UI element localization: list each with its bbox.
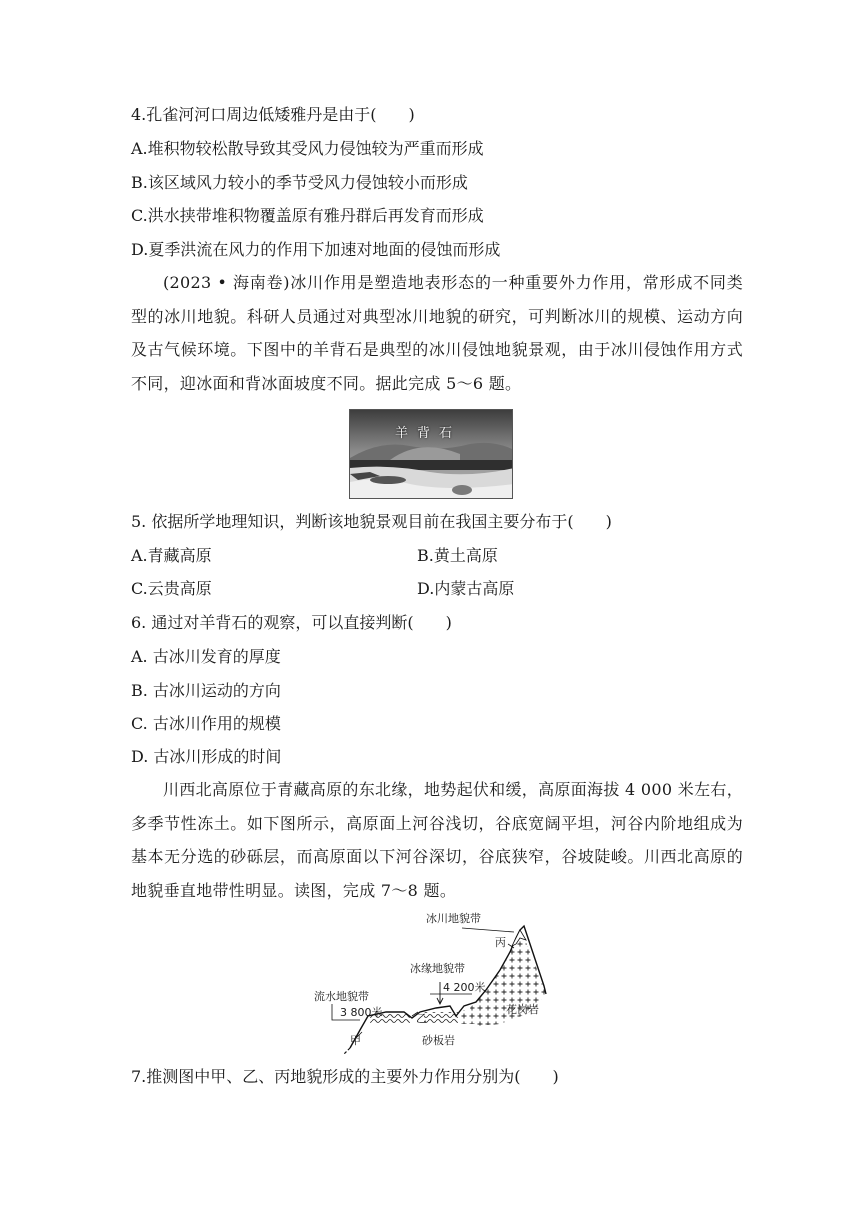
- label-bing: 丙: [495, 936, 506, 949]
- q4-option-d: D.夏季洪流在风力的作用下加速对地面的侵蚀而形成: [131, 240, 501, 259]
- label-granite: 花岗岩: [506, 1003, 539, 1016]
- label-slate: 砂板岩: [422, 1034, 455, 1047]
- q4-option-b: B.该区域风力较小的季节受风力侵蚀较小而形成: [131, 173, 468, 192]
- q4-stem: 4.孔雀河河口周边低矮雅丹是由于( ): [131, 105, 415, 124]
- q4-option-c: C.洪水挟带堆积物覆盖原有雅丹群后再发育而形成: [131, 206, 484, 225]
- label-elev-3800: 3 800米: [340, 1006, 383, 1019]
- passage-glacier: (2023 • 海南卷)冰川作用是塑造地表形态的一种重要外力作用，常形成不同类型的冰川地貌。科研人员通过对典型冰川地貌的研究，可判断冰川的规模、运动方向及古气候环境。下图中的羊背石是典型的冰川侵蚀地貌景观，由于冰川侵蚀作用方式不同，迎冰面和背冰面坡度不同。据此完成 5～6 题。: [131, 273, 743, 393]
- landform-diagram: [300, 908, 562, 1054]
- q6-option-c: C. 古冰川作用的规模: [131, 714, 281, 733]
- q7-stem: 7.推测图中甲、乙、丙地貌形成的主要外力作用分别为( ): [131, 1067, 559, 1086]
- label-glacier-zone: 冰川地貌带: [426, 912, 481, 925]
- q5-option-b: B.黄土高原: [417, 546, 498, 565]
- slate-block-3: [460, 1010, 486, 1024]
- q5-option-d: D.内蒙古高原: [417, 579, 515, 598]
- q6-option-a: A. 古冰川发育的厚度: [131, 647, 281, 666]
- slate-block-2: [424, 1012, 458, 1024]
- label-fluvial-zone: 流水地貌带: [314, 990, 369, 1003]
- photo-label: 羊背石: [395, 426, 462, 441]
- q5-stem: 5. 依据所学地理知识，判断该地貌景观目前在我国主要分布于( ): [131, 512, 612, 531]
- label-elev-4200: 4 200米: [443, 981, 486, 994]
- q6-option-b: B. 古冰川运动的方向: [131, 681, 281, 700]
- label-yi: 乙: [416, 1012, 427, 1025]
- q4-option-a: A.堆积物较松散导致其受风力侵蚀较为严重而形成: [131, 139, 484, 158]
- q5-option-a: A.青藏高原: [131, 546, 212, 565]
- label-periglacial-zone: 冰缘地貌带: [410, 962, 465, 975]
- q6-option-d: D. 古冰川形成的时间: [131, 747, 282, 766]
- q5-option-c: C.云贵高原: [131, 579, 212, 598]
- passage-plateau: 川西北高原位于青藏高原的东北缘，地势起伏和缓，高原面海拔 4 000 米左右，多季节性冻土。如下图所示，高原面上河谷浅切，谷底宽阔平坦，河谷内阶地组成为基本无分选的砂砾层，而高原面以下河谷深切，谷底狭窄，谷坡陡峻。川西北高原的地貌垂直地带性明显。读图，完成 7～8 题。: [131, 780, 743, 900]
- roche-moutonnee-photo: [349, 409, 513, 499]
- label-jia: 甲: [350, 1034, 361, 1047]
- q6-stem: 6. 通过对羊背石的观察，可以直接判断( ): [131, 613, 452, 632]
